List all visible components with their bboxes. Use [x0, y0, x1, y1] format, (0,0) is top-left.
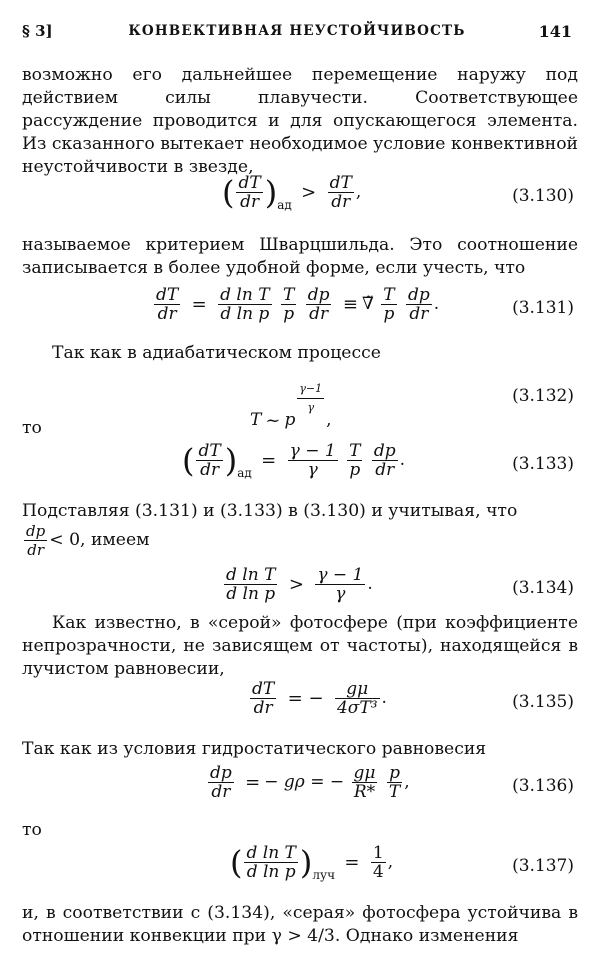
chapter-title: КОНВЕКТИВНАЯ НЕУСТОЙЧИВОСТЬ — [128, 23, 466, 39]
equation-3-134: $\frac{\text{d ln T}}{\text{d ln p}}$ > $\frac{\gamma - 1}{\gamma}$ . (3.134) — [226, 565, 574, 604]
paragraph-2: называемое критерием Шварцшильда. Это соотношение записывается в более удобной форме, если учесть, что — [22, 235, 578, 278]
paragraph-3: Так как в адиабатическом процессе — [52, 343, 381, 363]
paragraph-5: Как известно, в «серой» фотосфере (при коэффициенте непрозрачности, не зависящем от частоты), находящейся в лучистом равновесии, — [22, 613, 578, 679]
equation-number: (3.131) — [512, 298, 574, 318]
equation-3-133: ( $\frac{dT}{dr}$ )$_{ад}$ = $\frac{\gamma - 1}{\gamma}$ $\frac{T}{p}$ $\frac{dp}{dr}$ . (3.133) — [182, 441, 574, 480]
paragraph-7: и, в соответствии с (3.134), «серая» фотосфера устойчива в отношении конвекции при γ > 4/3. Однако изменения — [22, 903, 578, 946]
equation-number: (3.133) — [512, 454, 574, 474]
word-to-2: то — [22, 820, 42, 840]
paragraph-1: возможно его дальнейшее перемещение наружу под действием силы плавучести. Соответствующее рассуждение проводится и для опускающегося элемента. Из сказанного вытекает необходимое условие конвективной неустойчивости в звезде, — [22, 65, 578, 177]
equation-number: (3.137) — [512, 856, 574, 876]
equation-3-132: T ~ p $\frac{\gamma-1}{\gamma}$ , (3.132) — [250, 382, 574, 431]
page-number: 141 — [538, 22, 572, 41]
equation-3-131: $\frac{dT}{dr}$ = $\frac{\text{d ln T}}{\text{d ln p}}$ $\frac{T}{p}$ $\frac{dp}{dr}$ ≡ ∇̃ $\frac{T}{p}$ $\frac{dp}{dr}$ . (3.131) — [156, 285, 574, 324]
section-mark: § 3] — [22, 22, 53, 40]
equation-number: (3.134) — [512, 578, 574, 598]
equation-3-130: ( $\frac{dT}{dr}$ )$_{ад}$ > $\frac{dT}{dr}$ , (3.130) — [222, 173, 574, 212]
running-header — [22, 22, 572, 46]
word-to-1: то — [22, 418, 42, 438]
equation-3-135: $\frac{dT}{dr}$ = − $\frac{g\mu}{\text{4σT³}}$ . (3.135) — [252, 679, 574, 718]
inline-dpdr: $\frac{dp}{dr}$ < 0, имеем — [26, 522, 150, 559]
equation-number: (3.136) — [512, 776, 574, 796]
equation-number: (3.135) — [512, 692, 574, 712]
paragraph-6: Так как из условия гидростатического равновесия — [22, 739, 487, 759]
equation-3-136: $\frac{dp}{dr}$ = − gρ = − $\frac{g\mu}{R*}$ $\frac{p}{T}$ , (3.136) — [210, 763, 574, 802]
equation-3-137: ( $\frac{\text{d ln T}}{\text{d ln p}}$ )$_{луч}$ = $\frac{1}{4}$ , (3.137) — [230, 843, 574, 882]
paragraph-4: Подставляя (3.131) и (3.133) в (3.130) и учитывая, что — [22, 501, 518, 521]
equation-number: (3.132) — [512, 386, 574, 406]
equation-number: (3.130) — [512, 186, 574, 206]
